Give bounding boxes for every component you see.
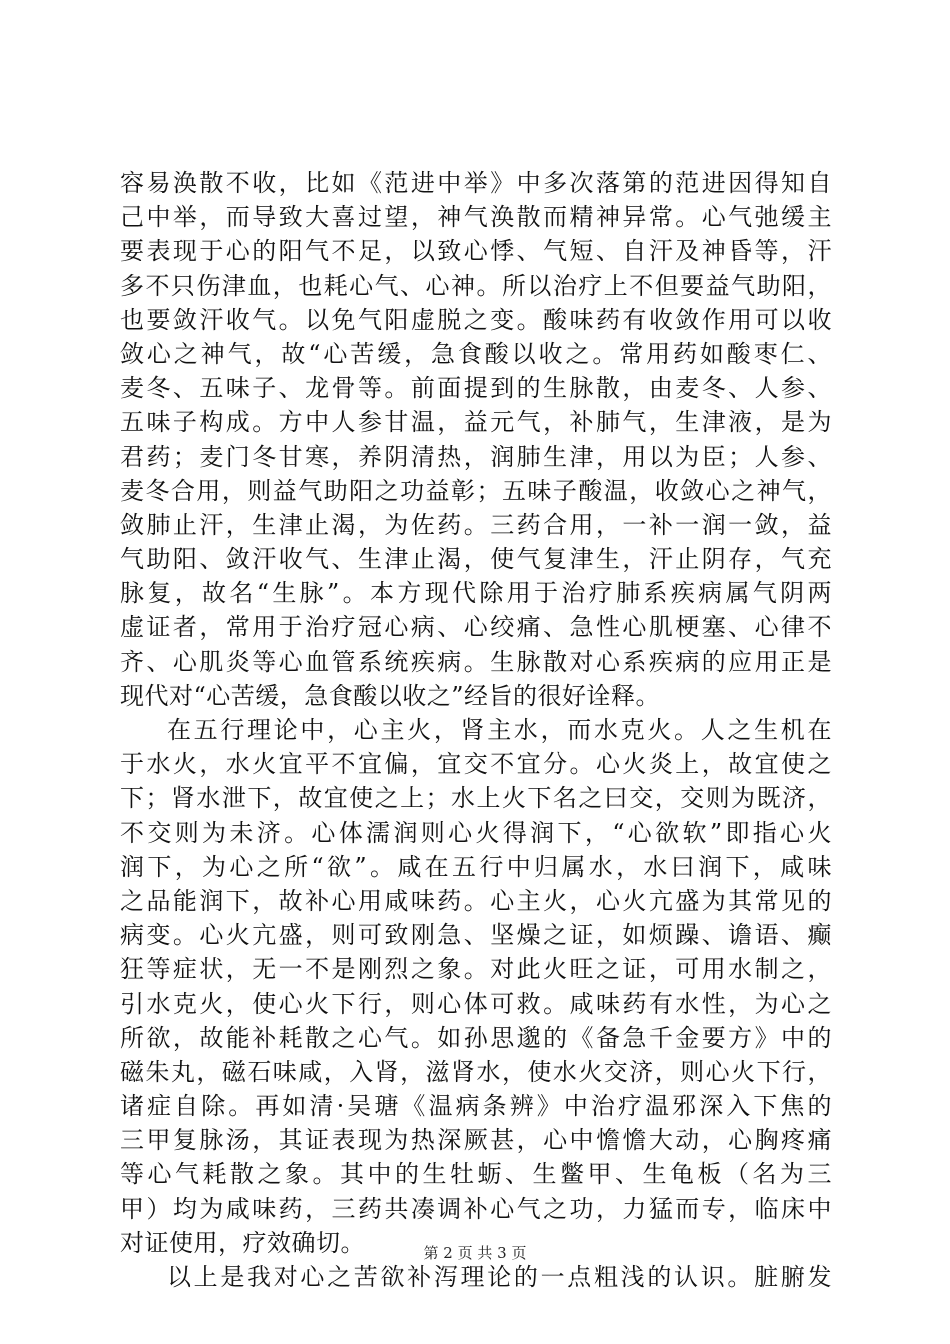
text-line: 病变。心火亢盛，则可致刚急、坚燥之证，如烦躁、谵语、癫 (120, 921, 832, 950)
text-line: 磁朱丸，磁石味咸，入肾，滋肾水，使水火交济，则心火下行， (120, 1057, 832, 1086)
text-line: 于水火，水火宜平不宜偏，宜交不宜分。心火炎上，故宜使之 (120, 750, 832, 779)
text-line: 也要敛汗收气。以免气阳虚脱之变。酸味药有收敛作用可以收 (120, 305, 832, 334)
text-line: 气助阳、敛汗收气、生津止渴，使气复津生，汗止阴存，气充 (120, 545, 832, 574)
text-line: 多不只伤津血，也耗心气、心神。所以治疗上不但要益气助阳， (120, 271, 832, 300)
text-line: 诸症自除。再如清·吴瑭《温病条辨》中治疗温邪深入下焦的 (120, 1092, 832, 1121)
text-line: 三甲复脉汤，其证表现为热深厥甚，心中憺憺大动，心胸疼痛 (120, 1126, 832, 1155)
text-line: 敛肺止汗，生津止渴，为佐药。三药合用，一补一润一敛，益 (120, 510, 832, 539)
page-number-footer: 第 2 页 共 3 页 (423, 1244, 527, 1262)
text-line: 等心气耗散之象。其中的生牡蛎、生鳖甲、生龟板（名为三 (120, 1160, 832, 1189)
text-line: 容易涣散不收，比如《范进中举》中多次落第的范进因得知自 (120, 169, 832, 197)
text-line: 甲）均为咸味药，三药共凑调补心气之功，力猛而专，临床中 (120, 1194, 832, 1223)
document-body (120, 166, 832, 1294)
text-line: 麦冬、五味子、龙骨等。前面提到的生脉散，由麦冬、人参、 (120, 374, 832, 403)
text-line: 己中举，而导致大喜过望，神气涣散而精神异常。心气弛缓主 (120, 203, 832, 232)
text-line: 要表现于心的阳气不足，以致心悸、气短、自汗及神昏等，汗 (120, 237, 832, 266)
text-line: 君药；麦门冬甘寒，养阴清热，润肺生津，用以为臣；人参、 (120, 442, 832, 471)
text-line: 不交则为未济。心体濡润则心火得润下，“心欲软”即指心火 (120, 818, 832, 847)
text-line: 引水克火，使心火下行，则心体可救。咸味药有水性，为心之 (120, 989, 832, 1018)
text-line: 虚证者，常用于治疗冠心病、心绞痛、急性心肌梗塞、心律不 (120, 613, 832, 642)
text-line: 润下，为心之所“欲”。咸在五行中归属水，水曰润下，咸味 (120, 852, 832, 881)
text-line: 对证使用，疗效确切。 (120, 1228, 365, 1257)
paragraph-first-line: 在五行理论中，心主火，肾主水，而水克火。人之生机在 (167, 716, 832, 744)
text-line: 脉复，故名“生脉”。本方现代除用于治疗肺系疾病属气阴两 (120, 579, 832, 608)
text-line: 现代对“心苦缓，急食酸以收之”经旨的很好诠释。 (120, 681, 661, 710)
text-line: 下；肾水泄下，故宜使之上；水上火下名之曰交，交则为既济， (120, 784, 832, 813)
paragraph-first-line: 以上是我对心之苦欲补泻理论的一点粗浅的认识。脏腑发 (167, 1263, 832, 1291)
text-line: 麦冬合用，则益气助阳之功益彰；五味子酸温，收敛心之神气， (120, 476, 832, 505)
text-line: 狂等症状，无一不是刚烈之象。对此火旺之证，可用水制之， (120, 955, 832, 984)
text-line: 敛心之神气，故“心苦缓，急食酸以收之。常用药如酸枣仁、 (120, 339, 832, 368)
text-line: 齐、心肌炎等心血管系统疾病。生脉散对心系疾病的应用正是 (120, 647, 832, 676)
text-line: 五味子构成。方中人参甘温，益元气，补肺气，生津液，是为 (120, 408, 832, 437)
text-line: 之品能润下，故补心用咸味药。心主火，心火亢盛为其常见的 (120, 886, 832, 915)
text-line: 所欲，故能补耗散之心气。如孙思邈的《备急千金要方》中的 (120, 1023, 832, 1052)
